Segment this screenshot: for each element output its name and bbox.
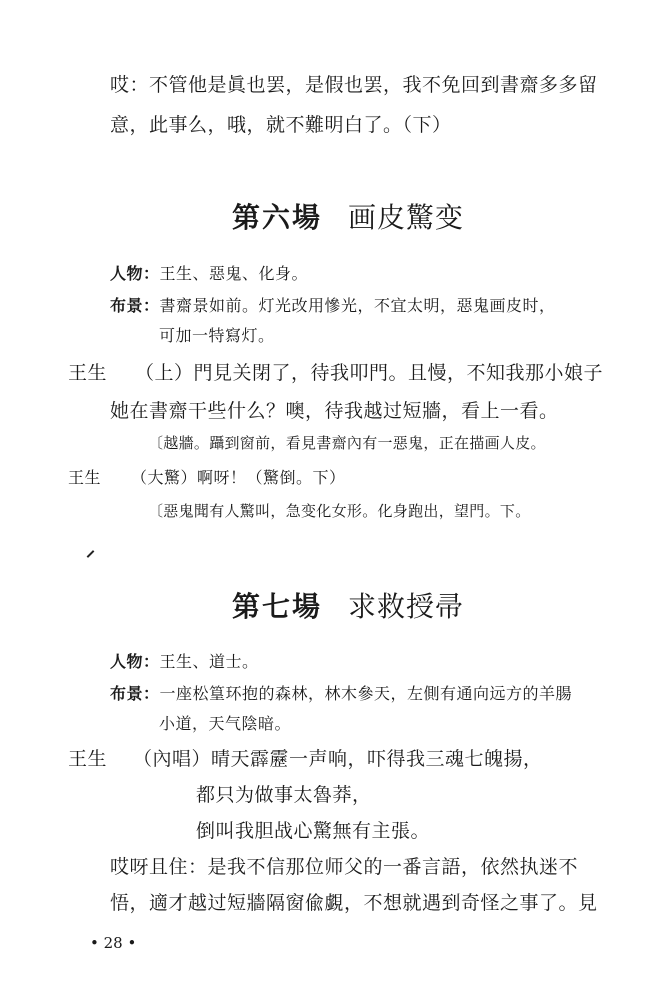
dialogue-text: （上）門見关閉了，待我叩門。且慢，不知我那小娘子	[135, 362, 604, 384]
scene6-dialogue-1-cont: 她在書齋干些什么？噢，待我越过短牆，看上一看。	[110, 400, 559, 422]
scene6-set	[110, 298, 556, 314]
scene6-set-line-2: 可加一特寫灯。	[159, 326, 275, 345]
dialogue-text: （內唱）晴天霹靂一声响，吓得我三魂七魄揚，	[133, 748, 543, 770]
top-line-2: 意，此事么，哦，就不難明白了。（下）	[110, 114, 452, 136]
scene7-cast-label: 人物：	[110, 652, 160, 671]
scene7-dialogue-1	[68, 750, 543, 769]
scene6-set-label: 布景：	[110, 296, 160, 315]
scene7-cast	[110, 654, 259, 670]
ink-mark	[87, 550, 95, 558]
scene6-set-line-1: 書齋景如前。灯光改用慘光，不宜太明，惡鬼画皮时，	[159, 296, 556, 315]
scene6-subtitle: 画皮驚变	[348, 201, 465, 234]
scene7-set	[110, 686, 572, 702]
scene7-verse-2: 都只为做事太魯莽，	[196, 784, 372, 806]
top-line-1: 哎：不管他是眞也罢，是假也罢，我不免回到書齋多多留	[110, 74, 598, 96]
speaker-name: 王生	[68, 468, 102, 487]
scene7-verse-3: 倒叫我胆战心驚無有主張。	[196, 820, 431, 842]
speaker-name: 王生	[68, 362, 108, 384]
scene6-heading	[232, 201, 465, 234]
scene6-stage-direction-1: 〔越牆。躡到窗前，看見書齋內有一惡鬼，正在描画人皮。	[148, 434, 546, 452]
scene6-cast	[110, 266, 308, 282]
page-number: • 28 •	[90, 934, 137, 952]
scene6-number: 第六場	[232, 201, 323, 234]
scene7-set-line-2: 小道，天气陰暗。	[159, 714, 292, 733]
speaker-name: 王生	[68, 748, 108, 770]
scene6-dialogue-2	[68, 470, 346, 486]
scene7-number: 第七場	[232, 590, 323, 623]
scene6-cast-list: 王生、惡鬼、化身。	[159, 264, 309, 283]
dialogue-text: （大驚）啊呀！（驚倒。下）	[131, 468, 346, 487]
scene7-set-line-1: 一座松篁环抱的森林，林木參天，左側有通向远方的羊腸	[159, 684, 573, 703]
scene7-speech-2: 悟，適才越过短牆隔窗偸覷，不想就遇到奇怪之事了。見	[110, 892, 598, 914]
scene7-subtitle: 求救授帚	[348, 590, 465, 623]
scene7-heading	[232, 590, 465, 623]
scene7-speech-1: 哎呀且住：是我不信那位师父的一番言語，依然执迷不	[110, 856, 579, 878]
scene7-set-label: 布景：	[110, 684, 160, 703]
scene6-dialogue-1	[68, 364, 603, 383]
scene7-cast-list: 王生、道士。	[159, 652, 259, 671]
scene6-stage-direction-2: 〔惡鬼聞有人驚叫，急变化女形。化身跑出，望門。下。	[148, 502, 531, 520]
scene6-cast-label: 人物：	[110, 264, 160, 283]
